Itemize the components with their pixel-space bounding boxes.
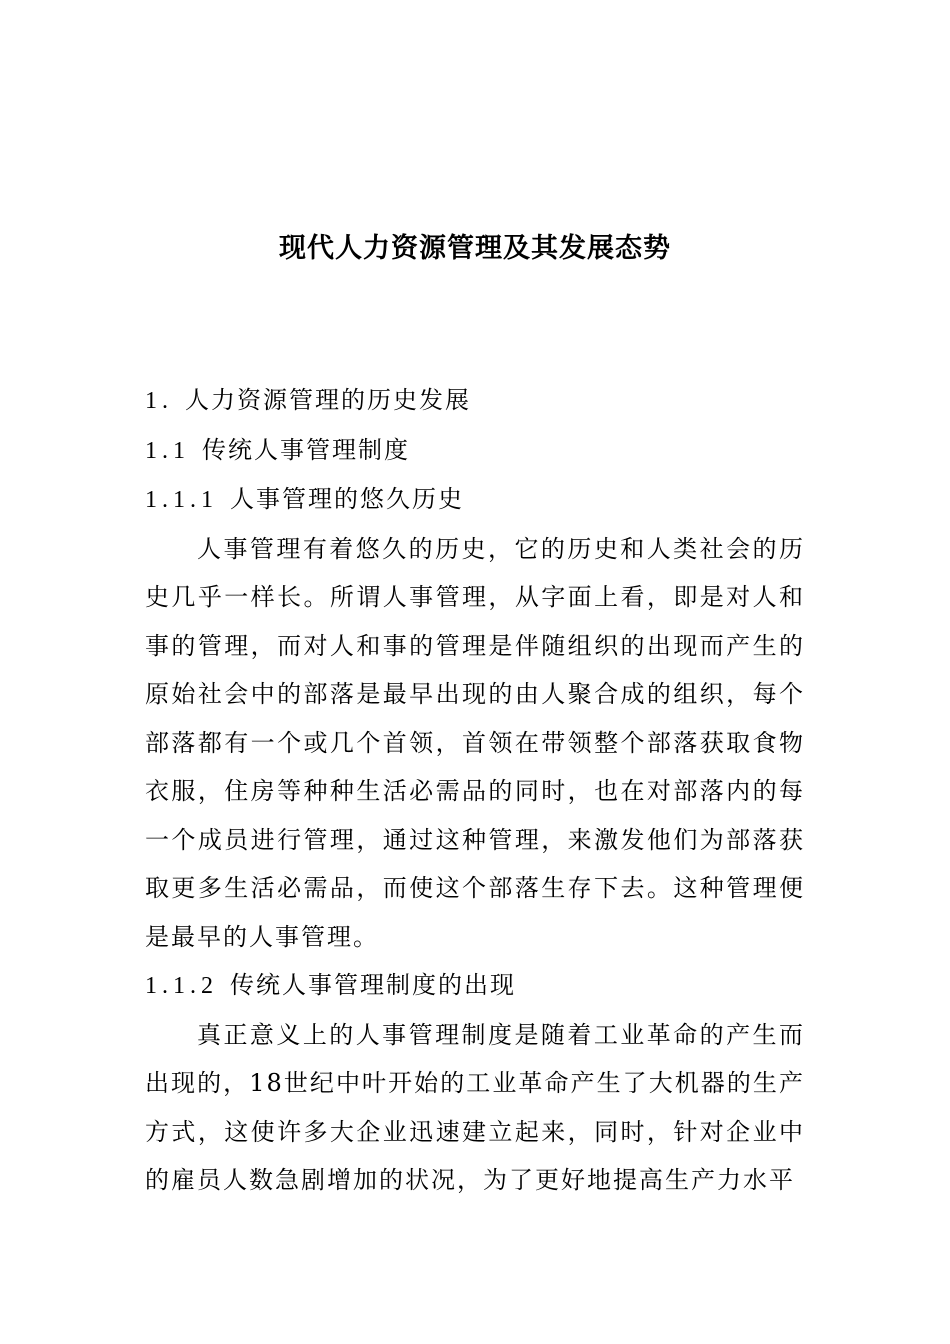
section-heading-text: 传统人事管理制度 xyxy=(202,435,410,464)
section-number: 1. xyxy=(145,388,173,414)
section-heading xyxy=(145,426,805,476)
section-number: 1.1.1 xyxy=(145,487,218,513)
body-paragraph: 人事管理有着悠久的历史，它的历史和人类社会的历史几乎一样长。所谓人事管理，从字面上看，即是对人和事的管理，而对人和事的管理是伴随组织的出现而产生的原始社会中的部落是最早出现的由人聚合成的组织，每个部落都有一个或几个首领，首领在带领整个部落获取食物衣服，住房等种种生活必需品的同时，也在对部落内的每一个成员进行管理，通过这种管理，来激发他们为部落获取更多生活必需品，而使这个部落生存下去。这种管理便是最早的人事管理。 xyxy=(145,534,805,951)
section-heading-text: 传统人事管理制度的出现 xyxy=(230,971,516,999)
section-number: 1.1.2 xyxy=(145,973,218,999)
section-heading xyxy=(145,475,805,525)
section-heading-text: 人事管理的悠久历史 xyxy=(230,485,464,513)
section-number: 1.1 xyxy=(145,437,190,464)
section-heading xyxy=(145,961,805,1011)
document-body xyxy=(145,376,805,1205)
document-title: 现代人力资源管理及其发展态势 xyxy=(279,233,671,264)
section-heading xyxy=(145,376,805,426)
body-paragraph: 真正意义上的人事管理制度是随着工业革命的产生而出现的，18世纪中叶开始的工业革命产生了大机器的生产方式，这使许多大企业迅速建立起来，同时，针对企业中的雇员人数急剧增加的状况，为了更好地提高生产力水平 xyxy=(145,1020,805,1194)
section-heading-text: 人力资源管理的历史发展 xyxy=(185,386,471,414)
